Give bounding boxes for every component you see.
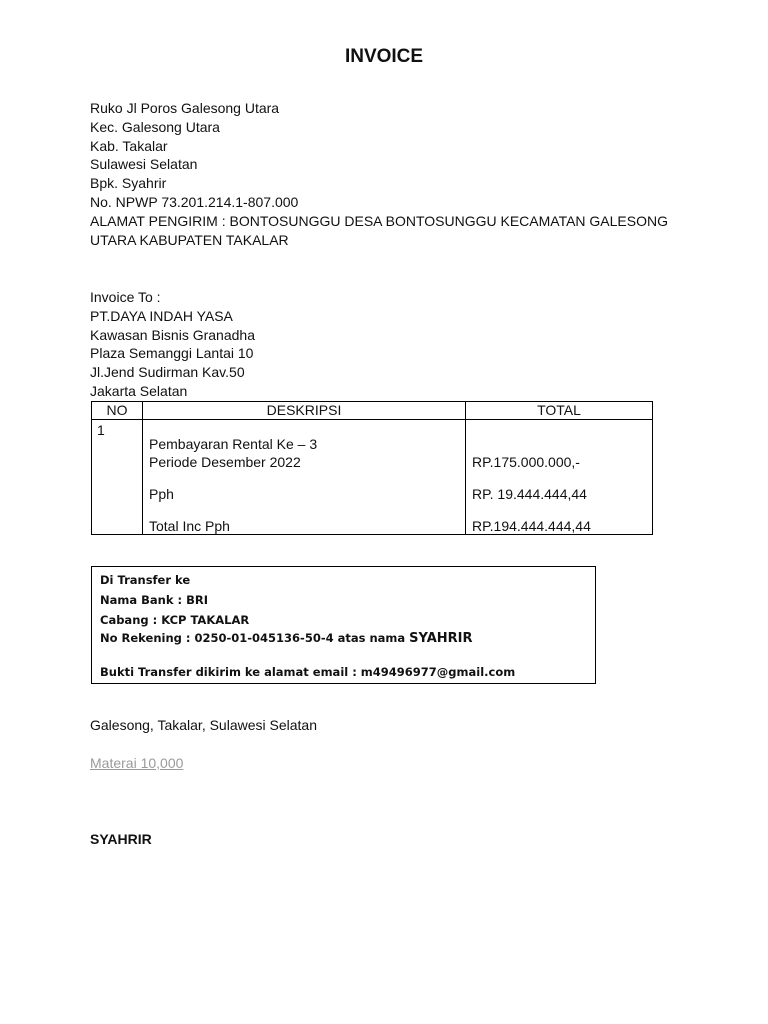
sender-line: UTARA KABUPATEN TAKALAR <box>90 231 289 248</box>
table-row <box>92 420 653 535</box>
sender-address <box>90 99 690 249</box>
column-header-description: DESKRIPSI <box>143 402 466 420</box>
recipient-line: Jakarta Selatan <box>90 382 188 399</box>
description-line: Total Inc Pph <box>149 518 230 534</box>
row-number: 1 <box>97 422 105 438</box>
recipient-line: Jl.Jend Sudirman Kav.50 <box>90 364 245 381</box>
recipient-line: PT.DAYA INDAH YASA <box>90 307 233 324</box>
materai-stamp-note: Materai 10,000 <box>90 755 184 771</box>
sender-line: Bpk. Syahrir <box>90 175 167 192</box>
place-of-issue: Galesong, Takalar, Sulawesi Selatan <box>90 717 317 733</box>
account-number <box>100 631 473 646</box>
account-holder: SYAHRIR <box>409 631 473 646</box>
total-amount: RP.175.000.000,- <box>472 454 580 470</box>
signer-name: SYAHRIR <box>90 831 152 847</box>
description-line: Pembayaran Rental Ke – 3 <box>149 436 318 452</box>
sender-line: Ruko Jl Poros Galesong Utara <box>90 100 280 116</box>
cell-description <box>143 420 466 535</box>
invoice-table <box>91 401 653 535</box>
sender-line: Sulawesi Selatan <box>90 156 198 173</box>
bank-name: Nama Bank : BRI <box>100 593 208 607</box>
transfer-info-box <box>91 566 596 684</box>
sender-line: ALAMAT PENGIRIM : BONTOSUNGGU DESA BONTOSUNGGU KECAMATAN GALESONG <box>90 212 668 229</box>
account-number-text: No Rekening : 0250-01-045136-50-4 atas nama <box>100 631 410 645</box>
transfer-heading: Di Transfer ke <box>100 573 191 587</box>
recipient-line: Kawasan Bisnis Granadha <box>90 326 255 343</box>
invoice-title: INVOICE <box>344 46 424 67</box>
sender-line: Kec. Galesong Utara <box>90 118 220 135</box>
sender-line: Kab. Takalar <box>90 137 168 154</box>
description-line: Periode Desember 2022 <box>149 454 301 470</box>
recipient-line: Plaza Semanggi Lantai 10 <box>90 345 254 362</box>
recipient-address <box>90 288 255 401</box>
sender-npwp: No. NPWP 73.201.214.1-807.000 <box>90 193 299 210</box>
description-line: Pph <box>149 486 174 502</box>
column-header-no: NO <box>92 402 143 420</box>
transfer-email-note: Bukti Transfer dikirim ke alamat email : m49496977@gmail.com <box>100 665 516 679</box>
total-inc-pph-amount: RP.194.444.444,44 <box>472 518 591 534</box>
cell-total <box>466 420 653 535</box>
cell-no <box>92 420 143 535</box>
table-header-row <box>92 402 653 420</box>
pph-amount: RP. 19.444.444,44 <box>472 486 587 502</box>
bank-branch: Cabang : KCP TAKALAR <box>100 613 250 627</box>
column-header-total: TOTAL <box>466 402 653 420</box>
invoice-to-label: Invoice To : <box>90 289 161 305</box>
